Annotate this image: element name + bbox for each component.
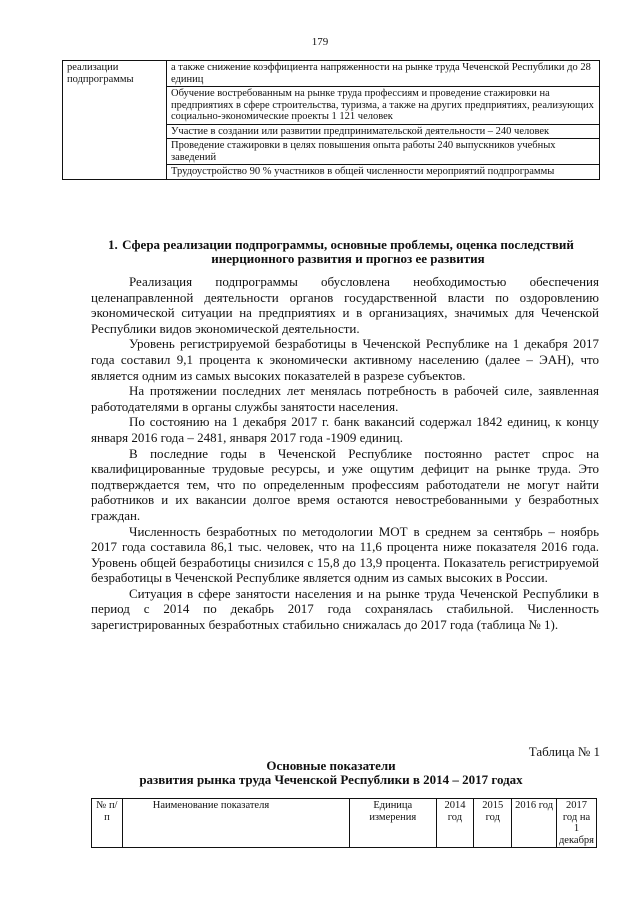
col-header-2015: 2015 год: [474, 799, 512, 848]
paragraph: Реализация подпрограммы обусловлена необходимостью обеспечения целенаправленной деятельности органов государственной власти по оздоровлению экономической ситуации на предприятиях и в организациях, значимых для Чеченской Республики видов экономической деятельности.: [91, 274, 599, 336]
section-heading: [108, 238, 588, 266]
table-cell: Участие в создании или развитии предпринимательской деятельности – 240 человек: [167, 124, 600, 139]
table-caption: Таблица № 1: [528, 744, 600, 759]
paragraph: Уровень регистрируемой безработицы в Чеченской Республике на 1 декабря 2017 года составил 9,1 процента к экономически активному населению (далее – ЭАН), что является одним из самых высоких показателей в разрезе субъектов.: [91, 336, 599, 383]
subprogram-results-table: [62, 60, 600, 180]
paragraph: На протяжении последних лет менялась потребность в рабочей силе, заявленная работодателями в органы службы занятости населения.: [91, 383, 599, 414]
row-label-cell: реализации подпрограммы: [63, 61, 167, 180]
paragraph: Ситуация в сфере занятости населения и на рынке труда Чеченской Республики в период с 2014 по декабрь 2017 года сохранялась стабильной. Численность зарегистрированных безработных стабильно снижалась до 2017 года (таблица № 1).: [91, 585, 599, 633]
table-title-line: развития рынка труда Чеченской Республики в 2014 – 2017 годах: [139, 772, 523, 787]
col-header-2017: 2017 год на 1 декабря: [556, 799, 596, 848]
table-cell: Трудоустройство 90 % участников в общей численности мероприятий подпрограммы: [167, 165, 600, 180]
indicators-table: [91, 798, 597, 848]
body-text: [91, 274, 599, 633]
col-header-unit: Единица измерения: [350, 799, 437, 848]
table-cell: а также снижение коэффициента напряженности на рынке труда Чеченской Республики до 28 единиц: [167, 61, 600, 87]
col-header-num: № п/п: [92, 799, 123, 848]
table-row: [63, 61, 600, 87]
table-cell: Обучение востребованным на рынке труда профессиям и проведение стажировки на предприятиях в сфере строительства, туризма, а также на других предприятиях, реализующих социально-экономические проекты 1 121 человек: [167, 87, 600, 125]
paragraph: Численность безработных по методологии МОТ в среднем за сентябрь – ноябрь 2017 года составила 86,1 тыс. человек, что на 11,6 процента ниже показателя 2016 года. Уровень общей безработицы снизился с 15,8 до 13,9 процента. Показатель регистрируемой безработицы в Чеченской Республике является одним из самых высоких в России.: [91, 523, 599, 586]
paragraph: В последние годы в Чеченской Республике постоянно растет спрос на квалифицированные трудовые ресурсы, и уже ощутим дефицит на рынке труда. Это подтверждается тем, что по определенным профессиям работодатели не могут найти работников и их вакансии долгое время остаются невостребованными у безработных граждан.: [91, 445, 599, 523]
section-title: Сфера реализации подпрограммы, основные проблемы, оценка последствий инерционного развития и прогноз ее развития: [122, 237, 574, 266]
table-title-line: Основные показатели: [266, 758, 396, 773]
table-cell: Проведение стажировки в целях повышения опыта работы 240 выпускников учебных заведений: [167, 139, 600, 165]
paragraph: По состоянию на 1 декабря 2017 г. банк вакансий содержал 1842 единиц, к концу января 2016 года – 2481, января 2017 года -1909 единиц.: [91, 414, 599, 445]
col-header-2016: 2016 год: [512, 799, 557, 848]
page-number: 179: [311, 36, 329, 48]
col-header-2014: 2014 год: [436, 799, 474, 848]
col-header-name: Наименование показателя: [122, 799, 349, 848]
table-title: [62, 759, 600, 787]
table-header-row: [92, 799, 597, 848]
section-number: 1.: [108, 237, 118, 252]
